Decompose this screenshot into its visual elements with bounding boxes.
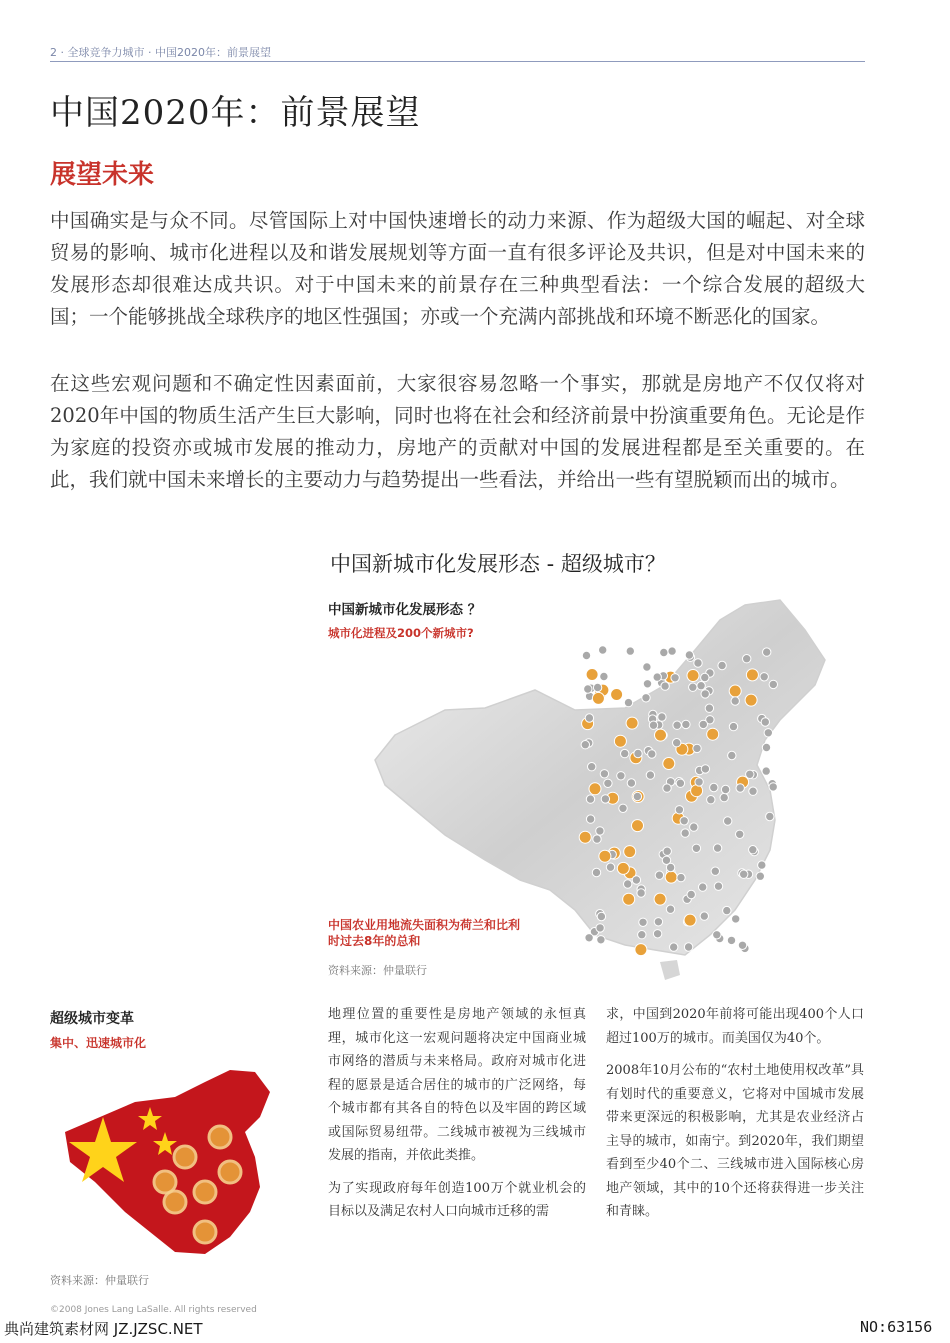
major-city-dot [635, 944, 647, 956]
column-paragraph: 求，中国到2020年前将可能出现400个人口超过100万的城市。而美国仅为40个。 [606, 1007, 864, 1046]
city-dot [695, 778, 703, 786]
major-city-dot [624, 846, 636, 858]
city-dot [643, 663, 651, 671]
city-dot [619, 804, 627, 812]
city-dot [654, 918, 662, 926]
city-dot [690, 823, 698, 831]
city-dot [749, 787, 757, 795]
city-dot [681, 829, 689, 837]
city-dot [666, 905, 674, 913]
text-column-2 [606, 1003, 864, 1233]
city-dot [746, 770, 754, 778]
city-dot [646, 771, 654, 779]
city-dot [689, 683, 697, 691]
city-cluster-dot [194, 1221, 216, 1243]
city-dot [731, 697, 739, 705]
map-heading: 中国新城市化发展形态 ？ [328, 602, 482, 618]
figure-title: 中国新城市化发展形态 - 超级城市？ [330, 552, 666, 576]
city-dot [692, 844, 700, 852]
city-dot [721, 785, 729, 793]
city-dot [597, 936, 605, 944]
city-dot [581, 741, 589, 749]
city-dot [736, 830, 744, 838]
city-dot [749, 846, 757, 854]
city-dot [624, 880, 632, 888]
city-dot [701, 765, 709, 773]
major-city-dot [586, 669, 598, 681]
city-cluster-dot [209, 1126, 231, 1148]
city-dot [677, 873, 685, 881]
city-dot [740, 870, 748, 878]
watermark-left: 典尚建筑素材网 JZ.JZSC.NET [4, 1320, 203, 1338]
major-city-dot [589, 783, 601, 795]
city-dot [762, 767, 770, 775]
city-dot [697, 682, 705, 690]
city-dot [743, 655, 751, 663]
figure-source: 资料来源：仲量联行 [328, 964, 427, 977]
city-dot [766, 812, 774, 820]
page-title: 中国2020年：前景展望 [50, 93, 421, 133]
major-city-dot [663, 758, 675, 770]
city-dot [676, 779, 684, 787]
major-city-dot [579, 831, 591, 843]
city-dot [670, 943, 678, 951]
city-dot [673, 739, 681, 747]
city-dot [760, 673, 768, 681]
city-dot [673, 721, 681, 729]
city-dot [624, 698, 632, 706]
header-divider [50, 61, 865, 62]
city-dot [586, 795, 594, 803]
city-cluster-dot [174, 1146, 196, 1168]
city-dot [585, 714, 593, 722]
sidebar-source: 资料来源：仲量联行 [50, 1274, 149, 1287]
city-dot [694, 659, 702, 667]
map-note: 中国农业用地流失面积为荷兰和比利时过去8年的总和 [328, 918, 521, 948]
major-city-dot [684, 914, 696, 926]
copyright: ©2008 Jones Lang LaSalle. All rights reserved [50, 1305, 257, 1315]
city-dot [634, 749, 642, 757]
column-paragraph: 地理位置的重要性是房地产领域的永恒真理，城市化这一宏观问题将决定中国商业城市网络的潜质与未来格局。政府对城市化进程的愿景是适合居住的城市的广泛网络，每个城市都有其各自的特色以及牢固的跨区域或国际贸易纽带。二线城市被视为三线城市发展的指南，并依此类推。 [328, 1007, 586, 1163]
city-dot [699, 720, 707, 728]
running-header: 2 · 全球竞争力城市 · 中国2020年：前景展望 [50, 46, 271, 59]
city-dot [601, 795, 609, 803]
city-dot [769, 680, 777, 688]
city-dot [588, 763, 596, 771]
city-dot [685, 651, 693, 659]
major-city-dot [745, 694, 757, 706]
city-dot [713, 931, 721, 939]
city-dot [729, 722, 737, 730]
city-dot [643, 680, 651, 688]
city-dot [584, 685, 592, 693]
city-dot [639, 918, 647, 926]
column-paragraph: 为了实现政府每年创造100万个就业机会的目标以及满足农村人口向城市迁移的需 [328, 1180, 586, 1219]
major-city-dot [729, 685, 741, 697]
text-column-1 [328, 1003, 586, 1233]
city-dot [593, 683, 601, 691]
city-dot [723, 906, 731, 914]
section-heading: 展望未来 [50, 160, 155, 190]
city-dot [732, 915, 740, 923]
city-dot [642, 694, 650, 702]
city-dot [653, 673, 661, 681]
city-dot [707, 796, 715, 804]
major-city-dot [611, 689, 623, 701]
city-dot [621, 749, 629, 757]
city-dot [711, 867, 719, 875]
city-dot [764, 729, 772, 737]
city-cluster-dot [219, 1161, 241, 1183]
major-city-dot [665, 871, 677, 883]
city-dot [604, 779, 612, 787]
major-city-dot [592, 692, 604, 704]
city-dot [632, 876, 640, 884]
hainan-island [660, 960, 680, 980]
city-dot [637, 889, 645, 897]
city-dot [633, 792, 641, 800]
city-cluster-dot [194, 1181, 216, 1203]
city-dot [714, 882, 722, 890]
major-city-dot [687, 670, 699, 682]
city-dot [701, 673, 709, 681]
city-dot [675, 806, 683, 814]
watermark-right: NO:63156 [860, 1318, 933, 1336]
sidebar-subheading: 集中、迅速城市化 [50, 1036, 147, 1050]
city-dot [701, 690, 709, 698]
major-city-dot [655, 729, 667, 741]
city-dot [663, 784, 671, 792]
city-dot [582, 651, 590, 659]
city-dot [693, 744, 701, 752]
city-dot [617, 772, 625, 780]
city-dot [653, 930, 661, 938]
major-city-dot [691, 785, 703, 797]
major-city-dot [632, 820, 644, 832]
city-dot [662, 856, 670, 864]
city-dot [596, 827, 604, 835]
city-dot [671, 674, 679, 682]
city-dot [762, 743, 770, 751]
city-dot [668, 647, 676, 655]
city-dot [599, 646, 607, 654]
city-dot [756, 872, 764, 880]
city-dot [658, 713, 666, 721]
city-dot [699, 883, 707, 891]
city-dot [648, 750, 656, 758]
body-paragraph-1: 中国确实是与众不同。尽管国际上对中国快速增长的动力来源、作为超级大国的崛起、对全球贸易的影响、城市化进程以及和谐发展规划等方面一直有很多评论及共识，但是对中国未来的发展形态却很难达成共识。对于中国未来的前景存在三种典型看法：一个综合发展的超级大国；一个能够挑战全球秩序的地区性强国；亦或一个充满内部挑战和环境不断恶化的国家。 [50, 209, 865, 328]
city-cluster-dot [154, 1171, 176, 1193]
city-dot [705, 704, 713, 712]
city-dot [763, 648, 771, 656]
city-dot [761, 718, 769, 726]
city-dot [661, 682, 669, 690]
city-dot [713, 844, 721, 852]
city-dot [680, 817, 688, 825]
major-city-dot [707, 728, 719, 740]
city-dot [600, 672, 608, 680]
city-dot [586, 815, 594, 823]
city-dot [684, 943, 692, 951]
city-dot [682, 720, 690, 728]
city-dot [660, 648, 668, 656]
city-dot [600, 770, 608, 778]
city-dot [727, 936, 735, 944]
city-dot [649, 721, 657, 729]
city-dot [655, 871, 663, 879]
city-dot [626, 647, 634, 655]
major-city-dot [599, 850, 611, 862]
major-city-dot [626, 717, 638, 729]
city-dot [736, 784, 744, 792]
body-paragraph-2: 在这些宏观问题和不确定性因素面前，大家很容易忽略一个事实，那就是房地产不仅仅将对2020年中国的物质生活产生巨大影响，同时也将在社会和经济前景中扮演重要角色。无论是作为家庭的投资亦或城市发展的推动力，房地产的贡献对中国的发展进程都是至关重要的。在此，我们就中国未来增长的主要动力与趋势提出一些看法，并给出一些有望脱颖而出的城市。 [50, 372, 865, 491]
major-city-dot [623, 893, 635, 905]
city-dot [738, 941, 746, 949]
city-dot [724, 817, 732, 825]
city-dot [718, 661, 726, 669]
column-paragraph: 2008年10月公布的“农村土地使用权改革”具有划时代的重要意义，它将对中国城市发展带来更深远的积极影响，尤其是农业经济占主导的城市，如南宁。到2020年，我们期望看到至少40个二、三线城市进入国际核心房地产领域，其中的10个还将获得进一步关注和青睐。 [606, 1063, 864, 1219]
flag-china-map [55, 1062, 295, 1262]
city-dot [769, 783, 777, 791]
major-city-dot [746, 669, 758, 681]
city-dot [585, 934, 593, 942]
city-dot [638, 931, 646, 939]
city-dot [687, 890, 695, 898]
city-dot [593, 835, 601, 843]
city-dot [710, 783, 718, 791]
city-dot [663, 847, 671, 855]
map-subheading: 城市化进程及200个新城市? [328, 626, 474, 640]
city-dot [606, 863, 614, 871]
major-city-dot [654, 893, 666, 905]
city-dot [627, 779, 635, 787]
sidebar-heading: 超级城市变革 [50, 1011, 134, 1027]
city-dot [700, 912, 708, 920]
major-city-dot [614, 735, 626, 747]
city-cluster-dot [164, 1191, 186, 1213]
city-dot [597, 912, 605, 920]
city-dot [720, 793, 728, 801]
major-city-dot [617, 862, 629, 874]
city-dot [596, 924, 604, 932]
city-dot [758, 861, 766, 869]
city-dot [728, 751, 736, 759]
city-dot [592, 868, 600, 876]
